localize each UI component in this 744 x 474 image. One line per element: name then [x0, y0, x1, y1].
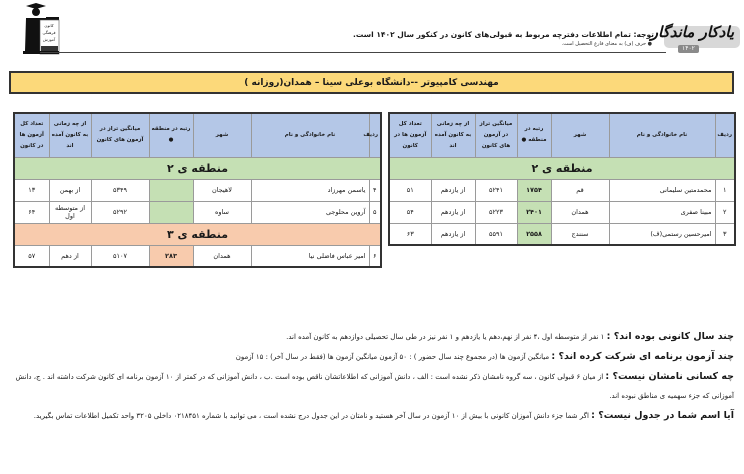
col-since: از چه زمانی به کانون آمده اند [431, 113, 475, 157]
cell-row: ۵ [369, 201, 381, 223]
table-header-row [389, 113, 735, 157]
note-paragraph [10, 327, 734, 347]
note-question: چند سال کانونی بوده اند؟ : [606, 331, 734, 342]
col-total: تعداد کل آزمون ها در کانون [14, 113, 49, 157]
cell-total: ۵۷ [14, 245, 49, 267]
note-question: آیا اسم شما در جدول نیست؟ : [591, 410, 734, 421]
table-row [14, 245, 381, 267]
col-city: شهر [551, 113, 609, 157]
cell-rank [149, 201, 193, 223]
cell-row: ۲ [715, 201, 735, 223]
notice-main: توجه: تمام اطلاعات دفترچه مربوط به قبولی‌های کانون در کنکور سال ۱۴۰۲ است. [353, 30, 654, 39]
svg-text:فرهنگی: فرهنگی [42, 30, 56, 35]
brand-year: ۱۴۰۲ [678, 45, 699, 53]
note-question: چند آزمون برنامه ای شرکت کرده اند؟ : [551, 351, 734, 362]
note-answer: میانگین آزمون ها (در مجموع چند سال حضور ) : ۵۰ آزمون میانگین آزمون ها (فقط در سال آخر) : ۱۵ آزمون [235, 353, 552, 361]
svg-text:کانون: کانون [44, 23, 54, 28]
page-header [0, 0, 744, 56]
brand-logo [650, 23, 740, 54]
cell-since: از یازدهم [431, 223, 475, 245]
col-name: نام خانوادگی و نام [251, 113, 369, 157]
cell-row: ۴ [369, 179, 381, 201]
cell-total: ۵۱ [389, 179, 431, 201]
svg-text:آموزش: آموزش [42, 37, 56, 42]
table-row [14, 179, 381, 201]
program-title-bar [9, 71, 734, 94]
cell-total: ۶۳ [389, 223, 431, 245]
col-avg: میانگین تراز در آزمون های کانون [91, 113, 149, 157]
cell-city: همدان [551, 201, 609, 223]
cell-since: از یازدهم [431, 201, 475, 223]
program-title: مهندسی کامپیوتر --دانشگاه بوعلی سینا – همدان(روزانه ) [244, 77, 499, 88]
cell-total: ۱۳ [14, 179, 49, 201]
cell-row: ۳ [715, 223, 735, 245]
cell-city: قم [551, 179, 609, 201]
region-label: منطقه ی ۲ [389, 157, 735, 179]
cell-city: همدان [193, 245, 251, 267]
note-question: چه کسانی نامشان نیست؟ : [605, 371, 734, 382]
admissions-table-right [388, 112, 736, 246]
note-answer: از میان ۶ قبولی کانون ، سه گروه نامشان ذکر نشده است : الف ، دانش آموزانی که اطلاعاتشان ناقص بوده است .ب ، دانش آموزانی که در کمتر از ۱۰ آزمون برنامه ای کانون شرکت داشته اند . ج، دانش آموزانی که جزء سهمیه ی مناطق نبوده اند. [15, 373, 734, 400]
cell-since: از دهم [49, 245, 91, 267]
cell-rank [149, 179, 193, 201]
cell-since: از متوسطه اول [49, 201, 91, 223]
cell-name: امیرحسین رستمی(ف) [609, 223, 715, 245]
note-paragraph [10, 406, 734, 426]
table-row [389, 201, 735, 223]
cell-name: آروین محلوجی [251, 201, 369, 223]
region-row [389, 157, 735, 179]
cell-avg: ۵۵۹۱ [475, 223, 517, 245]
region-row [14, 157, 381, 179]
col-rank: رتبه در منطقه ● [149, 113, 193, 157]
cell-total: ۶۴ [14, 201, 49, 223]
cell-name: امیر عباس فاضلی نیا [251, 245, 369, 267]
note-paragraph [10, 347, 734, 367]
cell-avg: ۵۲۹۲ [91, 201, 149, 223]
admissions-table-left [13, 112, 382, 268]
cell-name: مبینا صفری [609, 201, 715, 223]
col-rank: رتبه در منطقه ● [517, 113, 551, 157]
table-row [389, 179, 735, 201]
cell-name: یاسمن مهرزاد [251, 179, 369, 201]
cell-city: ساوه [193, 201, 251, 223]
region-label: منطقه ی ۲ [14, 157, 381, 179]
note-answer: ۱ نفر از متوسطه اول ،۴ نفر از نهم،دهم یا یازدهم و ۱ نفر نیز در طی سال تحصیلی دوازدهم به کانون آمده اند. [286, 333, 607, 341]
cell-avg: ۵۱۰۷ [91, 245, 149, 267]
col-city: شهر [193, 113, 251, 157]
notes-section [10, 327, 734, 426]
cell-since: از یازدهم [431, 179, 475, 201]
col-row: ردیف [715, 113, 735, 157]
cell-row: ۶ [369, 245, 381, 267]
table-header-row [14, 113, 381, 157]
table-row [389, 223, 735, 245]
cell-rank: ۱۷۵۴ [517, 179, 551, 201]
cell-city: لاهیجان [193, 179, 251, 201]
col-total: تعداد کل آزمون ها در کانون [389, 113, 431, 157]
cell-name: محمدمتین سلیمانی [609, 179, 715, 201]
note-paragraph [10, 367, 734, 406]
note-answer: اگر شما جزء دانش آموزان کانونی با بیش از ۱۰ آزمون در سال آخر هستید و نامتان در این جدول درج نشده است ، می توانید با شماره ۰۲۱۸۴۵۱ داخلی ۳۲۰۵ واحد تکمیل اطلاعات تماس بگیرید. [33, 412, 592, 420]
col-row: ردیف [369, 113, 381, 157]
cell-total: ۵۴ [389, 201, 431, 223]
cell-avg: ۵۳۴۹ [91, 179, 149, 201]
cell-avg: ۵۲۲۳ [475, 201, 517, 223]
cell-rank: ۲۴۰۱ [517, 201, 551, 223]
header-divider [40, 52, 666, 53]
region-label: منطقه ی ۳ [14, 223, 381, 245]
notice [353, 30, 654, 47]
cell-since: از بهمن [49, 179, 91, 201]
cell-rank: ۲۵۵۸ [517, 223, 551, 245]
cell-rank: ۲۸۳ [149, 245, 193, 267]
col-avg: میانگین تراز در آزمون های کانون [475, 113, 517, 157]
cell-row: ۱ [715, 179, 735, 201]
kanoon-logo-icon [20, 3, 60, 55]
cell-avg: ۵۲۴۱ [475, 179, 517, 201]
cell-city: سنندج [551, 223, 609, 245]
notice-sub: ● حرف (ف) به معنای فارغ التحصیل است. [561, 41, 652, 47]
brand-title: یادکار ماندگار [650, 23, 734, 41]
table-row [14, 201, 381, 223]
col-since: از چه زمانی به کانون آمده اند [49, 113, 91, 157]
col-name: نام خانوادگی و نام [609, 113, 715, 157]
region-row [14, 223, 381, 245]
